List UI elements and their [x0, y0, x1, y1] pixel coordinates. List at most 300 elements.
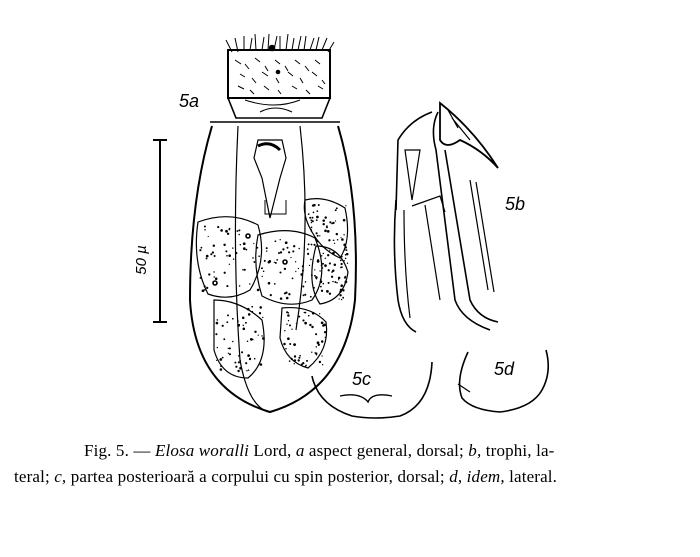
- stipple-dot: [307, 248, 309, 250]
- stipple-dot: [293, 363, 294, 364]
- stipple-dot: [232, 318, 234, 320]
- stipple-dot: [329, 250, 330, 251]
- stipple-dot: [228, 229, 230, 231]
- stipple-dot: [229, 347, 231, 349]
- stipple-dot: [249, 358, 251, 360]
- label-5d: 5d: [494, 359, 515, 379]
- stipple-dot: [322, 283, 324, 285]
- stipple-dot: [220, 229, 223, 232]
- stipple-dot: [315, 333, 317, 335]
- stipple-dot: [328, 282, 330, 284]
- stipple-dot: [251, 311, 253, 313]
- stipple-dot: [285, 348, 287, 350]
- stipple-dot: [337, 239, 339, 241]
- stipple-dot: [226, 321, 228, 323]
- stipple-dot: [324, 229, 327, 232]
- stipple-dot: [268, 282, 271, 285]
- stipple-dot: [222, 325, 224, 327]
- stipple-dot: [334, 281, 336, 283]
- stipple-dot: [253, 243, 254, 244]
- stipple-dot: [345, 258, 347, 260]
- stipple-dot: [327, 230, 330, 233]
- stipple-dot: [242, 269, 244, 271]
- stipple-dot: [204, 285, 206, 287]
- stipple-dot: [338, 279, 339, 280]
- stipple-dot: [320, 286, 322, 288]
- stipple-dot: [251, 306, 253, 308]
- caption-fig-label: Fig. 5. —: [84, 441, 151, 460]
- stipple-dot: [309, 324, 311, 326]
- stipple-dot: [314, 275, 316, 277]
- stipple-dot: [292, 277, 294, 279]
- stipple-dot: [342, 289, 344, 291]
- stipple-dot: [311, 230, 313, 232]
- stipple-dot: [204, 289, 206, 291]
- stipple-dot: [223, 244, 225, 246]
- stipple-dot: [308, 315, 310, 317]
- stipple-dot: [336, 282, 338, 284]
- stipple-dot: [228, 348, 229, 349]
- stipple-dot: [298, 248, 300, 250]
- stipple-dot: [225, 250, 227, 252]
- stipple-dot: [215, 277, 218, 280]
- stipple-dot: [345, 246, 347, 248]
- stipple-dot: [266, 250, 267, 251]
- stipple-dot: [278, 252, 280, 254]
- stipple-dot: [339, 298, 340, 299]
- stipple-dot: [302, 265, 304, 267]
- stipple-dot: [226, 255, 228, 257]
- stipple-dot: [214, 255, 216, 257]
- stipple-dot: [346, 249, 348, 251]
- stipple-dot: [262, 337, 265, 340]
- stipple-dot: [300, 273, 303, 276]
- stipple-dot: [243, 328, 246, 331]
- stipple-dot: [213, 244, 215, 246]
- stipple-dot: [314, 269, 315, 270]
- stipple-dot: [235, 366, 237, 368]
- stipple-dot: [298, 268, 299, 269]
- caption-b-letter: b,: [468, 441, 482, 460]
- stipple-dot: [341, 256, 342, 257]
- stipple-dot: [320, 280, 323, 283]
- stipple-dot: [238, 355, 240, 357]
- stipple-dot: [335, 220, 336, 221]
- stipple-dot: [236, 230, 238, 232]
- stipple-dot: [287, 337, 290, 340]
- stipple-dot: [254, 358, 256, 360]
- stipple-dot: [340, 289, 342, 291]
- stipple-dot: [285, 241, 288, 244]
- stipple-dot: [210, 253, 212, 255]
- stipple-dot: [268, 260, 271, 263]
- stipple-dot: [289, 343, 291, 345]
- stipple-dot: [248, 369, 250, 371]
- stipple-dot: [249, 236, 250, 237]
- caption-c-letter: c,: [54, 467, 67, 486]
- stipple-dot: [290, 257, 291, 258]
- stipple-dot: [287, 247, 289, 249]
- stipple-dot: [306, 360, 308, 362]
- stipple-dot: [237, 320, 239, 322]
- stipple-dot: [309, 217, 311, 219]
- stipple-dot: [288, 251, 290, 253]
- stipple-dot: [319, 270, 320, 271]
- stipple-dot: [244, 269, 246, 271]
- stipple-dot: [212, 251, 214, 253]
- stipple-dot: [322, 246, 323, 247]
- stipple-dot: [200, 277, 202, 279]
- stipple-dot: [228, 254, 231, 257]
- stipple-dot: [298, 316, 300, 318]
- caption-a-letter: a: [295, 441, 305, 460]
- stipple-dot: [286, 297, 289, 300]
- stipple-dot: [340, 263, 342, 265]
- stipple-dot: [326, 290, 329, 293]
- stipple-dot: [213, 271, 214, 272]
- stipple-dot: [206, 287, 208, 289]
- caption-c-text: partea posterioară a corpului cu spin posterior, dorsal;: [70, 467, 445, 486]
- stipple-dot: [232, 247, 233, 248]
- stipple-dot: [314, 352, 316, 354]
- stipple-dot: [344, 277, 346, 279]
- stipple-dot: [291, 358, 293, 360]
- stipple-dot: [313, 244, 315, 246]
- stipple-dot: [318, 344, 320, 346]
- stipple-dot: [310, 259, 312, 261]
- stipple-dot: [240, 244, 241, 245]
- stipple-dot: [275, 240, 277, 242]
- stipple-dot: [308, 213, 310, 215]
- stipple-dot: [322, 219, 325, 222]
- scale-bar: [153, 140, 167, 322]
- stipple-dot: [208, 236, 209, 237]
- stipple-dot: [331, 276, 333, 278]
- stipple-dot: [342, 297, 344, 299]
- stipple-dot: [217, 347, 218, 348]
- stipple-dot: [227, 314, 229, 316]
- stipple-dot: [280, 239, 281, 240]
- stipple-dot: [336, 207, 338, 209]
- stipple-dot: [199, 249, 201, 251]
- stipple-dot: [320, 279, 322, 281]
- stipple-dot: [319, 313, 320, 314]
- stipple-dot: [322, 223, 324, 225]
- stipple-dot: [334, 243, 335, 244]
- stipple-dot: [301, 363, 303, 365]
- stipple-dots: [199, 204, 348, 372]
- stipple-dot: [307, 253, 309, 255]
- stipple-dot: [247, 340, 249, 342]
- stipple-dot: [332, 281, 333, 282]
- stipple-dot: [325, 337, 326, 338]
- stipple-dot: [284, 330, 285, 331]
- stipple-dot: [283, 343, 286, 346]
- stipple-dot: [312, 220, 314, 222]
- stipple-dot: [338, 277, 341, 280]
- stipple-dot: [227, 233, 229, 235]
- stipple-dot: [332, 253, 333, 254]
- stipple-dot: [220, 365, 222, 367]
- stipple-dot: [322, 263, 324, 265]
- stipple-dot: [340, 260, 342, 262]
- stipple-dot: [302, 319, 304, 321]
- caption-line-1: [14, 438, 690, 464]
- stipple-dot: [247, 354, 250, 357]
- stipple-dot: [309, 265, 310, 266]
- stipple-dot: [220, 368, 223, 371]
- stipple-dot: [242, 317, 245, 320]
- stipple-dot: [313, 287, 315, 289]
- caption-d-idem: idem,: [466, 467, 505, 486]
- label-5a: 5a: [179, 91, 200, 111]
- stipple-dot: [258, 334, 259, 335]
- stipple-dot: [264, 260, 266, 262]
- stipple-dot: [323, 253, 324, 254]
- stipple-dot: [243, 325, 244, 326]
- stipple-dot: [313, 212, 315, 214]
- stipple-dot: [311, 352, 312, 353]
- stipple-dot: [282, 248, 284, 250]
- stipple-dot: [343, 219, 346, 222]
- stipple-dot: [222, 357, 224, 359]
- figure-caption: [14, 438, 690, 490]
- caption-d-letter: d,: [449, 467, 463, 486]
- stipple-dot: [321, 255, 322, 256]
- stipple-dot: [239, 324, 240, 325]
- stipple-dot: [247, 308, 250, 311]
- stipple-dot: [293, 245, 295, 247]
- caption-b-text: trophi, la-: [485, 441, 555, 460]
- stipple-dot: [288, 312, 289, 313]
- stipple-dot: [246, 370, 247, 371]
- stipple-dot: [299, 355, 301, 357]
- stipple-dot: [243, 247, 246, 250]
- stipple-dot: [324, 331, 326, 333]
- stipple-dot: [312, 204, 314, 206]
- stipple-dot: [311, 326, 313, 328]
- stipple-dot: [319, 235, 320, 236]
- stipple-dot: [206, 255, 209, 258]
- stipple-dot: [286, 323, 287, 324]
- stipple-dot: [308, 243, 310, 245]
- stipple-dot: [312, 217, 314, 219]
- stipple-dot: [276, 259, 278, 261]
- stipple-dot: [223, 338, 225, 340]
- stipple-dot: [316, 240, 318, 242]
- corona-bristles: [226, 34, 334, 94]
- stipple-dot: [346, 253, 349, 256]
- stipple-dot: [201, 247, 203, 249]
- stipple-dot: [334, 264, 337, 267]
- stipple-dot: [293, 343, 296, 346]
- stipple-dot: [213, 276, 214, 277]
- stipple-dot: [326, 226, 328, 228]
- stipple-dot: [291, 329, 292, 330]
- stipple-dot: [296, 323, 297, 324]
- stipple-dot: [246, 249, 248, 251]
- stipple-dot: [324, 216, 326, 218]
- stipple-dot: [289, 360, 291, 362]
- stipple-dot: [215, 333, 217, 335]
- stipple-dot: [226, 285, 228, 287]
- stipple-dot: [310, 296, 312, 298]
- stipple-dot: [316, 354, 317, 355]
- stipple-dot: [216, 322, 219, 325]
- caption-a-text: aspect general, dorsal;: [308, 441, 464, 460]
- stipple-dot: [321, 321, 324, 324]
- stipple-dot: [263, 270, 265, 272]
- stipple-dot: [229, 264, 230, 265]
- stipple-dot: [302, 270, 304, 272]
- stipple-dot: [217, 226, 219, 228]
- stipple-dot: [237, 370, 239, 372]
- scale-label: 50 µ: [133, 245, 150, 275]
- stipple-dot: [319, 361, 321, 363]
- stipple-dot: [304, 294, 306, 296]
- stipple-dot: [228, 353, 229, 354]
- caption-species: Elosa woralli: [154, 441, 249, 460]
- stipple-dot: [294, 359, 296, 361]
- stipple-dot: [321, 355, 322, 356]
- stipple-dot: [347, 263, 348, 264]
- stipple-dot: [343, 260, 344, 261]
- stipple-dot: [232, 341, 234, 343]
- stipple-dot: [239, 367, 242, 370]
- stipple-dot: [208, 273, 210, 275]
- stipple-dot: [325, 258, 326, 259]
- stipple-dot: [329, 293, 331, 295]
- stipple-dot: [333, 240, 334, 241]
- stipple-dot: [238, 229, 240, 231]
- stipple-dot: [327, 254, 329, 256]
- stipple-dot: [316, 216, 319, 219]
- stipple-dot: [316, 219, 318, 221]
- drawing-5b-trophi: [394, 103, 498, 332]
- stipple-dot: [284, 292, 286, 294]
- stipple-dot: [305, 281, 307, 283]
- stipple-dot: [343, 234, 344, 235]
- stipple-dot: [238, 234, 240, 236]
- stipple-dot: [250, 338, 253, 341]
- stipple-dot: [312, 312, 315, 315]
- stipple-dot: [280, 251, 282, 253]
- stipple-dot: [340, 237, 341, 238]
- stipple-dot: [332, 222, 334, 224]
- stipple-dot: [311, 244, 313, 246]
- stipple-dot: [252, 257, 254, 259]
- stipple-dot: [216, 360, 217, 361]
- stipple-dot: [258, 255, 260, 257]
- stipple-dot: [204, 225, 206, 227]
- stipple-dot: [245, 362, 247, 364]
- stipple-dot: [332, 269, 334, 271]
- stipple-dot: [239, 285, 241, 287]
- stipple-dot: [340, 284, 343, 287]
- stipple-dot: [288, 320, 289, 321]
- stipple-dot: [288, 293, 290, 295]
- stipple-dot: [335, 209, 337, 211]
- stipple-dot: [280, 297, 283, 300]
- label-5c: 5c: [352, 369, 372, 389]
- stipple-dot: [243, 242, 246, 245]
- stipple-dot: [261, 335, 262, 336]
- stipple-dot: [340, 267, 342, 269]
- stipple-dot: [305, 365, 307, 367]
- stipple-dot: [311, 274, 313, 276]
- stipple-dot: [206, 258, 208, 260]
- stipple-dot: [317, 235, 319, 237]
- stipple-dot: [259, 306, 262, 309]
- stipple-dot: [329, 262, 331, 264]
- stipple-dot: [341, 299, 342, 300]
- stipple-dot: [321, 265, 323, 267]
- stipple-dot: [316, 232, 318, 234]
- stipple-dot: [224, 272, 226, 274]
- stipple-dot: [341, 238, 344, 241]
- stipple-dot: [262, 317, 263, 318]
- stipple-dot: [311, 227, 313, 229]
- stipple-dot: [316, 278, 317, 279]
- stipple-dot: [248, 313, 251, 316]
- stipple-dot: [322, 267, 324, 269]
- stipple-dot: [229, 353, 231, 355]
- stipple-dot: [311, 229, 312, 230]
- stipple-dot: [239, 360, 241, 362]
- caption-line-2: [14, 464, 690, 490]
- stipple-dot: [234, 362, 236, 364]
- stipple-dot: [287, 314, 290, 317]
- stipple-dot: [270, 294, 272, 296]
- stipple-dot: [204, 229, 206, 231]
- stipple-dot: [316, 210, 318, 212]
- stipple-dot: [225, 230, 228, 233]
- stipple-dot: [241, 351, 243, 353]
- stipple-dot: [219, 358, 222, 361]
- stipple-dot: [238, 361, 240, 363]
- stipple-dot: [303, 294, 305, 296]
- stipple-dot: [274, 262, 275, 263]
- stipple-dot: [304, 312, 305, 313]
- stipple-dot: [317, 260, 320, 263]
- stipple-dot: [202, 289, 205, 292]
- stipple-dot: [328, 239, 330, 241]
- stipple-dot: [279, 271, 281, 273]
- stipple-dot: [321, 340, 324, 343]
- stipple-dot: [235, 252, 237, 254]
- stipple-dot: [256, 247, 258, 249]
- stipple-dot: [233, 258, 234, 259]
- stipple-dot: [324, 264, 327, 267]
- stipple-dot: [257, 289, 260, 292]
- stipple-dot: [343, 244, 346, 247]
- stipple-dot: [302, 286, 304, 288]
- stipple-dot: [345, 281, 348, 284]
- caption-d-text: lateral.: [509, 467, 558, 486]
- stipple-dot: [249, 283, 250, 284]
- label-5b: 5b: [505, 194, 526, 214]
- caption-author: Lord,: [253, 441, 292, 460]
- stipple-dot: [245, 322, 247, 324]
- stipple-dot: [284, 268, 286, 270]
- stipple-dot: [339, 291, 341, 293]
- stipple-dot: [274, 283, 276, 285]
- stipple-dot: [339, 294, 341, 296]
- stipple-dot: [254, 331, 256, 333]
- stipple-dot: [260, 363, 263, 366]
- stipple-dot: [294, 355, 296, 357]
- stipple-dot: [298, 359, 300, 361]
